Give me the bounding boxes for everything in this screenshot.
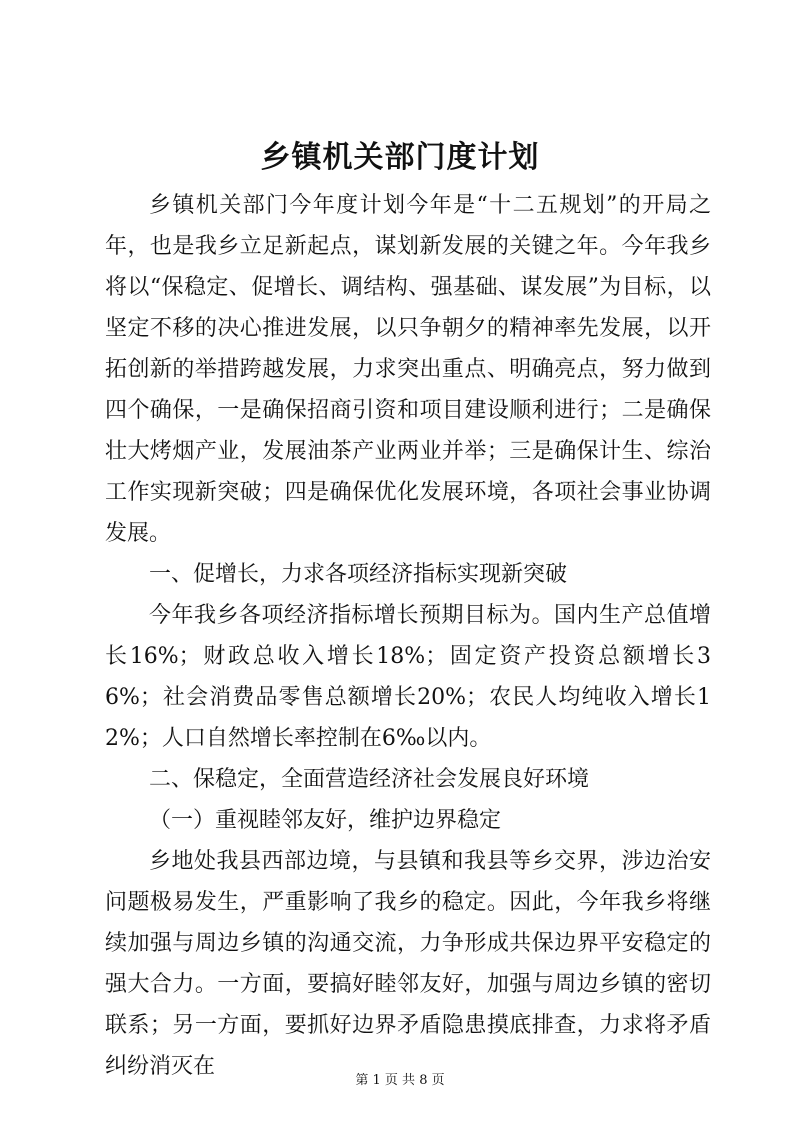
subsection-heading-1: （一）重视睦邻友好，维护边界稳定 <box>149 808 502 833</box>
paragraph-border-stability: 乡地处我县西部边境，与县镇和我县等乡交界，涉边治安问题极易发生，严重影响了我乡的稳定。因此，今年我乡将继续加强与周边乡镇的沟通交流，力争形成共保边界平安稳定的强大合力。一方面，要搞好睦邻友好，加强与周边乡镇的密切联系；另一方面，要抓好边界矛盾隐患摸底排查，力求将矛盾纠纷消灭在 <box>105 849 711 1079</box>
page-footer: 第 1 页 共 8 页 <box>355 1073 445 1088</box>
paragraph-intro: 乡镇机关部门今年度计划今年是“十二五规划”的开局之年，也是我乡立足新起点，谋划新发展的关键之年。今年我乡将以“保稳定、促增长、调结构、强基础、谋发展”为目标，以坚定不移的决心推进发展，以只争朝夕的精神率先发展，以开拓创新的举措跨越发展，力求突出重点、明确亮点，努力做到四个确保，一是确保招商引资和项目建设顺利进行；二是确保壮大烤烟产业，发展油茶产业两业并举；三是确保计生、综治工作实现新突破；四是确保优化发展环境，各项社会事业协调发展。 <box>105 193 711 546</box>
section-heading-2: 二、保稳定，全面营造经济社会发展良好环境 <box>149 767 590 792</box>
paragraph-economic-targets: 今年我乡各项经济指标增长预期目标为。国内生产总值增长16%；财政总收入增长18%；固定资产投资总额增长36%；社会消费品零售总额增长20%；农民人均纯收入增长12%；人口自然增长率控制在6‰以内。 <box>105 603 711 751</box>
document-title: 乡镇机关部门度计划 <box>260 140 540 175</box>
document-body <box>105 185 711 1087</box>
section-heading-1: 一、促增长，力求各项经济指标实现新突破 <box>149 562 568 587</box>
